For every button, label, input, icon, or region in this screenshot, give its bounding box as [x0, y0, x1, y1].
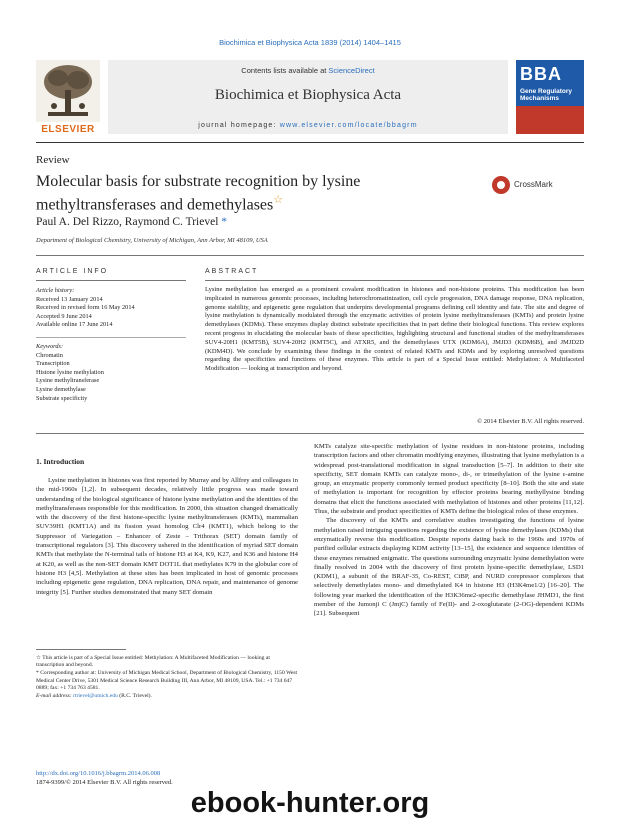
history-heading: Article history:: [36, 287, 75, 294]
article-info-divider: [36, 280, 186, 281]
article-title: [36, 172, 476, 214]
contents-availability: [108, 66, 508, 75]
article-history: [36, 287, 186, 330]
email-prefix: E-mail address:: [36, 693, 74, 700]
crossmark-label: CrossMark: [514, 180, 553, 189]
sciencedirect-link[interactable]: ScienceDirect: [328, 66, 375, 75]
footnote-divider: [36, 649, 126, 650]
footnote-email: [36, 693, 298, 700]
issn-line: 1874-9399/© 2014 Elsevier B.V. All rights reserved.: [36, 778, 173, 786]
email-suffix: (R.C. Trievel).: [117, 693, 152, 700]
abstract-divider: [205, 280, 584, 281]
journal-masthead: [108, 60, 508, 134]
email-link[interactable]: rtrievel@umich.edu: [73, 693, 118, 700]
keyword-item: Histone lysine methylation: [36, 368, 104, 376]
author-list: [36, 216, 227, 228]
journal-name: Biochimica et Biophysica Acta: [214, 87, 402, 103]
title-footnote-mark[interactable]: ☆: [273, 194, 284, 206]
crossmark-badge[interactable]: [492, 176, 582, 194]
footnote-corresponding-author: * Corresponding author at: University of Michigan Medical School, Department of Biological Chemistry, 1150 West Medical Center Drive, 5301 Medical Science Research Building III, Ann Arbor, MI 48109, USA. Tel.: +1 734 647 0889; fax: +1 734 763 4581.: [36, 670, 298, 691]
keyword-item: Lysine methyltransferase: [36, 377, 100, 385]
elsevier-logo-text: ELSEVIER: [41, 124, 95, 135]
article-title-text: Molecular basis for substrate recognition by lysine methyltransferases and demethylases: [36, 173, 361, 214]
journal-citation[interactable]: Biochimica et Biophysica Acta 1839 (2014) 1404–1415: [219, 38, 401, 47]
contents-prefix: Contents lists available at: [241, 66, 329, 75]
keyword-item: Substrate specificity: [36, 394, 88, 402]
body-paragraph: Lysine methylation in histones was first reported by Murray and by Allfrey and colleagues in the mid-1960s [1,2]. In subsequent decades, relatively little progress was made toward understanding of the biological significance of histone lysine methylation and the identities of the methyltransferases responsible for this modification. In 2000, this situation changed dramatically with the discovery of the first histone-specific lysine methyltransferases (KMTs), mammalian SUV39H1 (KMT1A) and its fission yeast homolog Clr4 (KMT1), which belong to the Suppressor of Variegation – Enhancer of Zeste – Trithorax (SET) domain family of transcriptional regulators [3]. This discovery ushered in the identification of myriad SET domain KMTs that methylate the N-terminal tails of histone H3 at K4, K9, K27, and K36 and histone H4 at K20, as well as the non-SET domain KMT DOT1L that methylates K79 in the globular core of histone H3 [4,5]. Methylation at these sites has been implicated in host of genomic processes including epigenetic gene regulation, DNA replication, DNA repair, and maintenance of genome integrity [5]. Further studies demonstrated that many SET domain: [36, 477, 298, 596]
homepage-link[interactable]: www.elsevier.com/locate/bbagrm: [279, 122, 418, 129]
keyword-item: Transcription: [36, 360, 70, 368]
body-paragraph: The discovery of the KMTs and correlative studies investigating the functions of lysine methylation raised intriguing questions regarding the existence of lysine demethylases (KDMs) that enzymatically reverse this modification. Despite reports dating back to the 1960s and 1970s of purified cellular extracts displaying KDM activity [13–15], the existence and sequence identities of these enzymes remained enigmatic. The questions surrounding enzymatic lysine demethylation were finally resolved in 2004 with the discovery of first protein lysine-specific demethylase, LSD1 (KDM1), a subunit of the BRAF-35, Co-REST, CtBP, and NURD corepressor complexes that selectively demethylates mono- and dimethylated K4 in histone H3 (H3K4me1/2) [16–20]. The following year marked the identification of the H3K36me2-specific demethylase JHMD1, the first member of the Jumonji C (JmjC) family of Fe(II)- and 2-oxoglutarate (2-OG)-dependent KDMs [21]. Subsequent: [314, 517, 584, 618]
cover-decoration: [516, 106, 584, 134]
corresponding-author-mark[interactable]: *: [221, 216, 228, 228]
elsevier-tree-logo: [36, 60, 100, 134]
author-affiliation: Department of Biological Chemistry, University of Michigan, Ann Arbor, MI 48109, USA: [36, 237, 268, 244]
body-column-right: [314, 442, 584, 619]
footnotes: [36, 655, 298, 701]
cover-title: BBA: [520, 64, 562, 84]
doi-block: [36, 770, 298, 787]
header-divider: [36, 142, 584, 143]
author-names: Paul A. Del Rizzo, Raymond C. Trievel: [36, 216, 219, 228]
watermark: ebook-hunter.org: [190, 787, 430, 819]
keywords-divider: [36, 337, 186, 338]
keyword-item: Lysine demethylase: [36, 385, 86, 393]
section-heading-introduction: 1. Introduction: [36, 457, 85, 466]
history-item: Received in revised form 16 May 2014: [36, 304, 135, 312]
body-column-left: [36, 476, 298, 597]
keywords-heading: Keywords:: [36, 343, 64, 350]
article-type: Review: [36, 154, 70, 166]
keyword-item: Chromatin: [36, 351, 63, 359]
body-paragraph: KMTs catalyze site-specific methylation of lysine residues in non-histone proteins, including transcription factors and other chromatin modifying enzymes, illustrating that lysine methylation is a widespread post-translational modification in signal transduction [5–7]. In addition to their site specificity, SET domain KMTs can catalyze mono-, di-, or trimethylation of the lysine ε-amine group, an enzymatic property commonly termed product specificity [8–10]. Both the site and state of methylation is important for recognition by effector proteins bearing methyllysine binding domains that elicit the functions associated with methylation of histones and other proteins [11,12]. Thus, the substrate and product specificities of KMTs define the biological roles of these enzymes.: [314, 443, 584, 516]
doi-link[interactable]: http://dx.doi.org/10.1016/j.bbagrm.2014.06.008: [36, 770, 161, 777]
article-info-heading: ARTICLE INFO: [36, 268, 109, 275]
footnote-special-issue: ☆ This article is part of a Special Issue entitled: Methylation: A Multifaceted Modification — looking at transcription and beyond.: [36, 655, 270, 669]
journal-homepage: [108, 122, 508, 129]
history-item: Available online 17 June 2014: [36, 321, 113, 329]
abstract-bottom-divider: [36, 433, 584, 434]
history-item: Received 13 January 2014: [36, 295, 103, 303]
cover-subtitle: Gene Regulatory Mechanisms: [520, 88, 573, 102]
homepage-prefix: journal homepage:: [198, 122, 280, 129]
abstract-heading: ABSTRACT: [205, 268, 259, 275]
abstract-body: Lysine methylation has emerged as a prominent covalent modification in histones and non-histone proteins. This modification has been implicated in numerous genomic processes, including heterochromatinization, cell cycle progression, DNA damage response, DNA replication, genome stability, and epigenetic gene regulation that underpins developmental programs defining cell identity and fate. The site and degree of lysine methylation is dynamically modulated through the enzymatic activities of protein lysine methyltransferases (KMTs) and protein lysine demethylases (KDMs). These enzymes display distinct substrate specificities that in part define their biological functions. This review explores recent progress in elucidating the molecular basis of these specificities, highlighting structural and functional studies of the methyltransferases SUV4-20H1 (KMT5B), SUV4-20H2 (KMT5C), and ATXR5, and the demethylases UTX (KDM6A), JMJD3 (KDM6B), and JMJD2D (KDM4D). We conclude by examining these findings in the context of related KMTs and KDMs and by exploring unresolved questions regarding the specificities and functions of these enzymes. This article is part of a Special Issue entitled: Methylation: A Multifaceted Modification — looking at transcription and beyond.: [205, 286, 584, 373]
journal-header: [36, 60, 584, 138]
journal-cover-thumbnail[interactable]: [516, 60, 584, 134]
section-divider: [36, 255, 584, 256]
abstract-copyright: © 2014 Elsevier B.V. All rights reserved.: [477, 418, 584, 425]
crossmark-icon: [492, 176, 510, 194]
keyword-list: [36, 343, 186, 403]
history-item: Accepted 9 June 2014: [36, 312, 92, 320]
